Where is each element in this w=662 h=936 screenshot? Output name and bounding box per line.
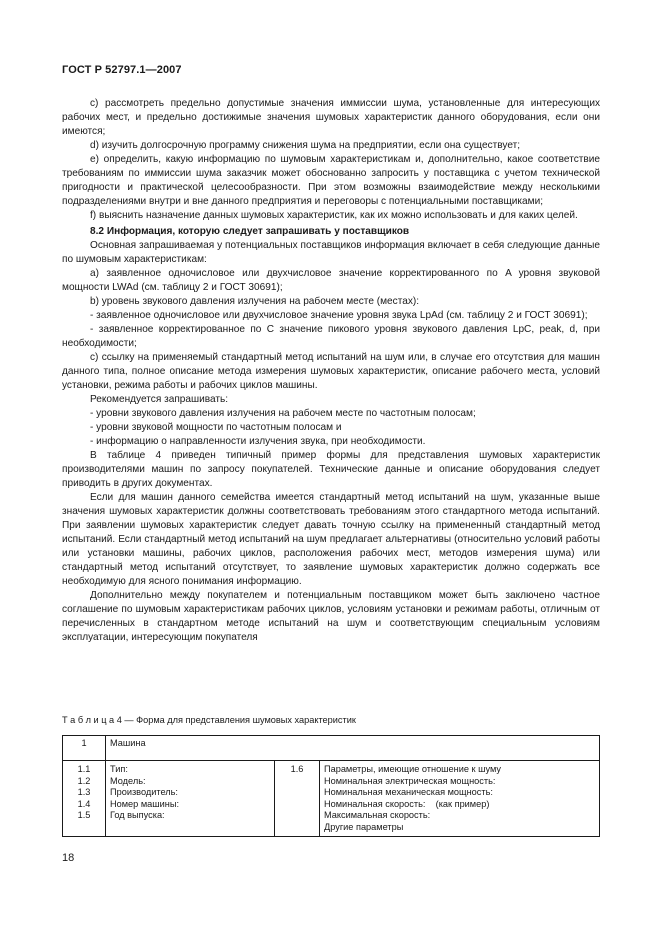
paragraph-standard-method: Если для машин данного семейства имеется стандартный метод испытаний на шум, указанные выше значения шумовых характеристик должны соответствовать требованиям этого стандартного метода испытаний. При заявлении шумовых характеристик следует давать точную ссылку на примененный стандартный метод испытаний. Если стандартный метод испытаний на шум предлагает альтернативы (относительно условий работы или установки машины, рабочих циклов, расположения рабочих мест, методов измерения шума) или стандартный метод испытаний отсутствует, то заявление шумовых характеристик должно содержать все необходимую для ясного понимания информацию.	[62, 492, 600, 587]
list-item-2: - уровни звуковой мощности по частотным полосам и	[90, 422, 342, 433]
cell-label: Год выпуска:	[110, 810, 165, 821]
cell-label: Номер машины:	[110, 798, 179, 809]
cell-num: 1.3	[77, 787, 91, 798]
cell-param: Другие параметры	[324, 821, 404, 832]
cell-num: 1.2	[77, 775, 91, 786]
table-cell-machine: Машина	[106, 736, 600, 761]
standard-header: ГОСТ Р 52797.1—2007	[62, 64, 182, 76]
paragraph-b-2: - заявленное корректированное по C значение пикового уровня звукового давления LpC, peak, d, при необходимости;	[62, 324, 600, 349]
table-caption: Т а б л и ц а 4 — Форма для представления шумовых характеристик	[62, 715, 356, 725]
paragraph-d: d) изучить долгосрочную программу снижения шума на предприятии, если она существует;	[90, 140, 521, 151]
table-cell-labels	[106, 761, 275, 837]
table-row	[63, 736, 600, 761]
section-heading-8-2: 8.2 Информация, которую следует запрашивать у поставщиков	[90, 226, 410, 237]
cell-num: 1.5	[77, 810, 91, 821]
cell-param: Максимальная скорость:	[324, 810, 431, 821]
cell-label: Модель:	[110, 775, 146, 786]
paragraph-table-ref: В таблице 4 приведен типичный пример формы для представления шумовых характеристик производителями машин по запросу покупателей. Технические данные и описание оборудования следует приводить в других документах.	[62, 450, 600, 489]
list-item-1: - уровни звукового давления излучения на рабочем месте по частотным полосам;	[90, 408, 476, 419]
cell-param: Номинальная электрическая мощность:	[324, 775, 496, 786]
paragraph-b-1: - заявленное одночисловое или двухчисловое значение уровня звука LpAd (см. таблицу 2 и ГОСТ 30691);	[90, 310, 588, 321]
paragraph-a: а) заявленное одночисловое или двухчисловое значение корректированного по A уровня звуковой мощности LWAd (см. таблицу 2 и ГОСТ 30691);	[62, 268, 600, 293]
list-item-3: - информацию о направленности излучения звука, при необходимости.	[90, 436, 426, 447]
cell-param: Параметры, имеющие отношение к шуму	[324, 764, 501, 774]
paragraph-b: b) уровень звукового давления излучения на рабочем месте (местах):	[90, 296, 420, 307]
cell-num: 1.4	[77, 798, 91, 809]
paragraph-recommend: Рекомендуется запрашивать:	[90, 394, 229, 405]
paragraph-c2: с) ссылку на применяемый стандартный метод испытаний на шум или, в случае его отсутствия для машин данного типа, полное описание метода измерения шумовых характеристик, описание рабочего места, условий установки, режима работы и рабочих циклов машины.	[62, 352, 600, 391]
cell-param: Номинальная скорость: (как пример)	[324, 798, 490, 809]
paragraph-e: е) определить, какую информацию по шумовым характеристикам и, дополнительно, какое соответствие требованиям по иммиссии шума заказчик может обоснованно запросить у поставщика с учетом технической пригодности и практической целесообразности. При этом возможны взаимодействие между несколькими подразделениями внутри и вне данного предприятия и переговоры с потенциальными поставщиками;	[62, 154, 600, 207]
cell-label: Производитель:	[110, 787, 178, 798]
table-cell-params	[320, 761, 600, 837]
cell-num: 1.1	[77, 764, 91, 774]
paragraph-f: f) выяснить назначение данных шумовых характеристик, как их можно использовать и для каких целей.	[90, 210, 578, 221]
paragraph-agreement: Дополнительно между покупателем и потенциальным поставщиком может быть заключено частное соглашение по шумовым характеристикам рабочих циклов, условиям установки и режимам работы, отличным от перечисленных в стандартном методе испытаний на шум и соответствующим специальным условиям эксплуатации, интересующим покупателя	[62, 590, 600, 643]
paragraph-c: с) рассмотреть предельно допустимые значения иммиссии шума, установленные для интересующих рабочих мест, и предельно достижимые значения шумовых характеристик данного оборудования, если они имеются;	[62, 98, 600, 137]
table-cell-num: 1	[63, 736, 106, 761]
page-number: 18	[62, 852, 75, 864]
table-cell-nums	[63, 761, 106, 837]
cell-param: Номинальная механическая мощность:	[324, 787, 493, 798]
noise-form-table	[62, 735, 600, 837]
body-text	[62, 97, 600, 645]
table-cell-num-right: 1.6	[275, 761, 320, 837]
cell-label: Тип:	[110, 764, 128, 774]
paragraph-intro: Основная запрашиваемая у потенциальных поставщиков информация включает в себя следующие данные по шумовым характеристикам:	[62, 240, 600, 265]
table-row	[63, 761, 600, 837]
